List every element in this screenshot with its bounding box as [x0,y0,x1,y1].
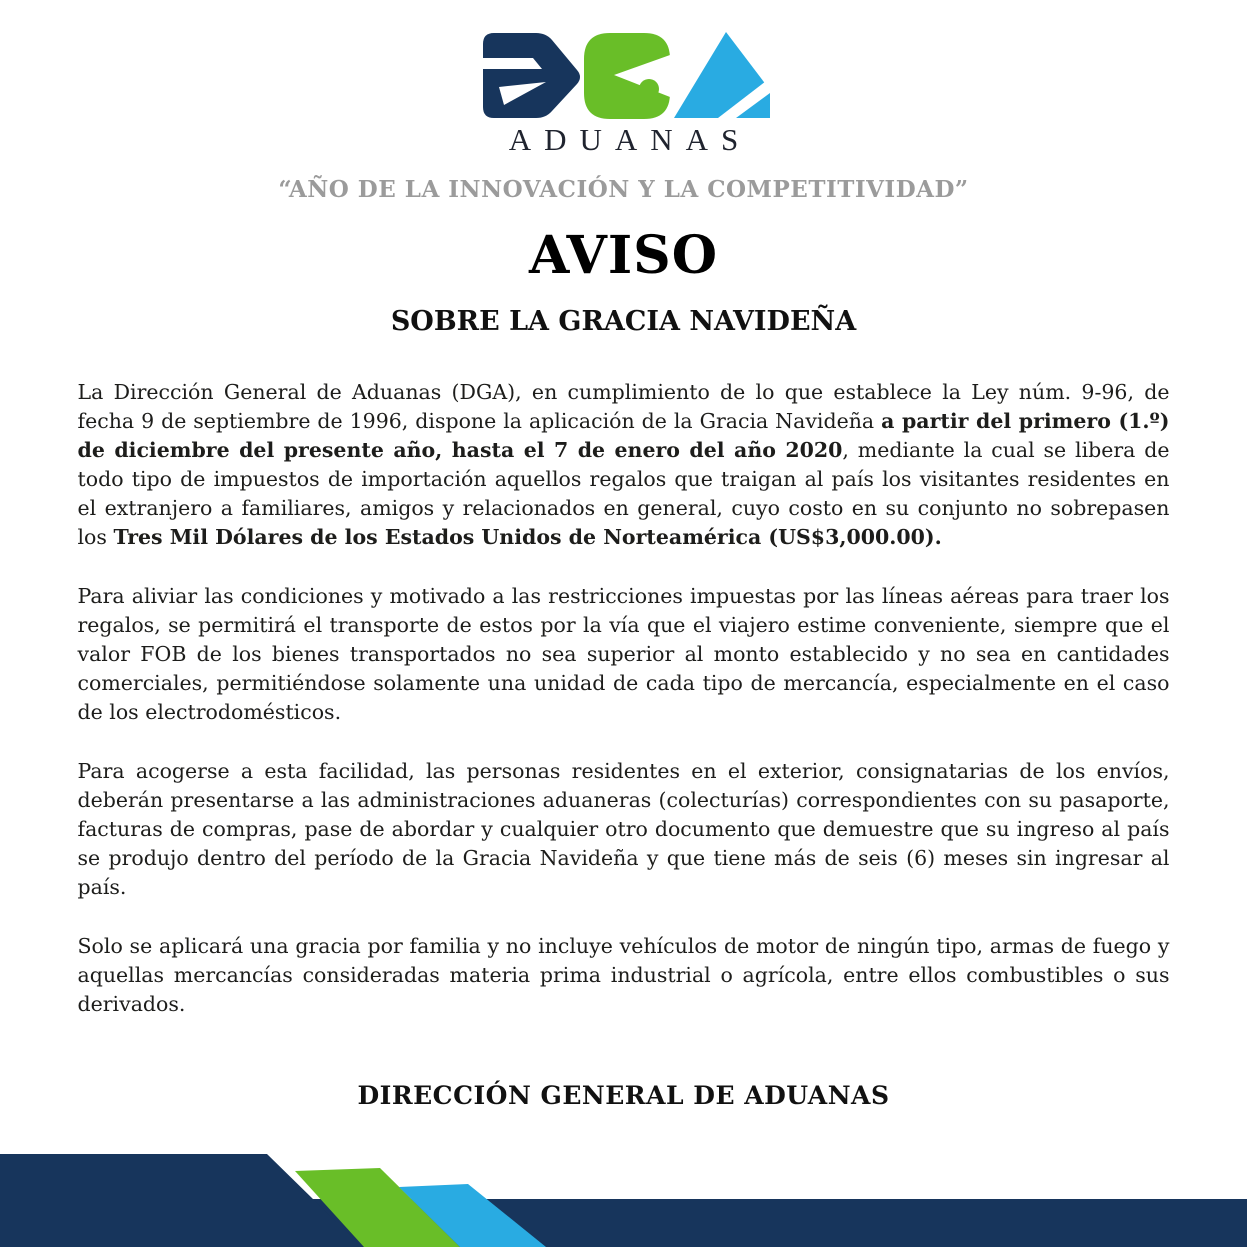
footer-ribbon [0,1147,1247,1247]
dga-logo-icon [478,30,770,122]
year-slogan: “AÑO DE LA INNOVACIÓN Y LA COMPETITIVIDAD” [278,176,969,203]
notice-body [78,378,1170,1019]
signature-line: DIRECCIÓN GENERAL DE ADUANAS [357,1081,890,1110]
text-run: Tres Mil Dólares de los Estados Unidos de Norteamérica (US$3,000.00). [113,525,942,549]
logo-letter-d-icon [483,33,580,118]
logo-letter-a-icon [674,32,770,118]
notice-title: AVISO [528,225,719,286]
dga-wordmark: ADUANAS [508,122,752,157]
notice-paragraph-4 [78,932,1170,1019]
footer-ribbon-icon [0,1147,1247,1247]
logo-letter-g-icon [584,33,670,119]
notice-paragraph-2 [78,582,1170,727]
document-header [0,0,1247,203]
dga-logo [0,30,1247,158]
text-run: Para acogerse a esta facilidad, las personas residentes en el exterior, consignatarias de los envíos, deberán presentarse a las administraciones aduaneras (colecturías) correspondientes con su pasaporte, facturas de compras, pase de abordar y cualquier otro documento que demuestre que su ingreso al país se produjo dentro del período de la Gracia Navideña y que tiene más de seis (6) meses sin ingresar al país. [77,759,1170,899]
notice-content [0,200,1247,1110]
text-run: Para aliviar las condiciones y motivado a las restricciones impuestas por las líneas aéreas para traer los regalos, se permitirá el transporte de estos por la vía que el viajero estime conveniente, siempre que el valor FOB de los bienes transportados no sea superior al monto establecido y no sea en cantidades comerciales, permitiéndose solamente una unidad de cada tipo de mercancía, especialmente en el caso de los electrodomésticos. [77,584,1170,724]
notice-paragraph-3 [78,757,1170,902]
text-run: a partir del primero (1.º) de diciembre del presente año, hasta el 7 de enero del año 2020 [77,409,1170,462]
text-run: Solo se aplicará una gracia por familia y no incluye vehículos de motor de ningún tipo, armas de fuego y aquellas mercancías consideradas materia prima industrial o agrícola, entre ellos combustibles o sus derivados. [77,934,1170,1016]
ribbon-navy-left-shape [0,1154,362,1247]
text-run: La Dirección General de Aduanas (DGA), en cumplimiento de lo que establece la Ley núm. 9-96, de fecha 9 de septiembre de 1996, dispone la aplicación de la Gracia Navideña [77,380,1170,433]
notice-paragraph-1 [78,378,1170,552]
notice-subtitle: SOBRE LA GRACIA NAVIDEÑA [390,306,857,337]
text-run: , mediante la cual se libera de todo tipo de impuestos de importación aquellos regalos que traigan al país los visitantes residentes en el extranjero a familiares, amigos y relacionados en general, cuyo costo en su conjunto no sobrepasen los [77,438,1170,549]
